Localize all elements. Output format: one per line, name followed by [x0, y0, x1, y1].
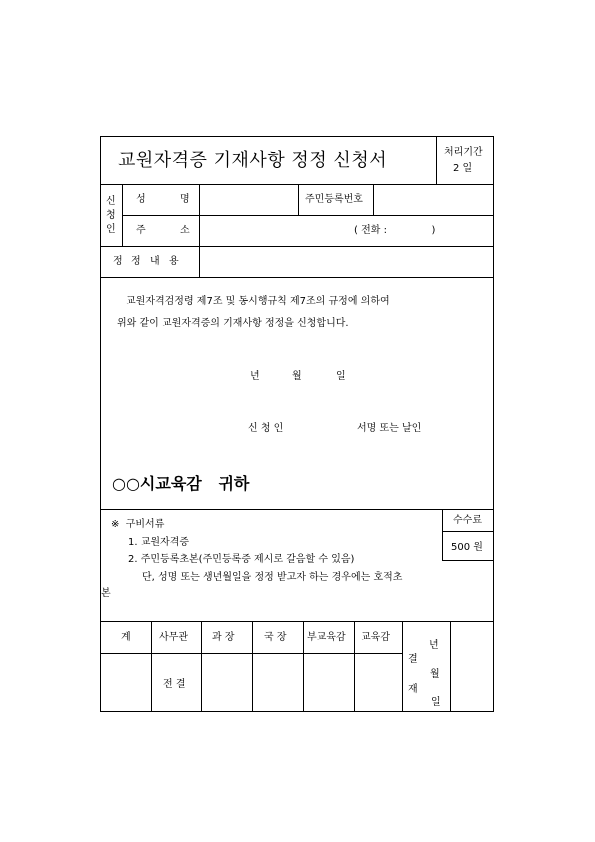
name-field[interactable] [200, 185, 297, 215]
approval-col-7 [450, 621, 451, 712]
processing-period-label: 처리기간 [444, 147, 483, 158]
correction-label-text [0, 0, 1, 1]
approval-col-5 [354, 621, 355, 712]
fee-middle-line [442, 531, 494, 532]
id-label-left-line [298, 184, 299, 215]
date-year-label: 년 [250, 371, 260, 382]
approval-col-2 [201, 621, 202, 712]
approval-col-6 [402, 621, 403, 712]
applicant-group-divider [122, 184, 123, 246]
applicant-section-char-3: 인 [106, 224, 116, 235]
applicant-section-char-2: 청 [106, 210, 116, 221]
date-col-year: 년 [429, 640, 439, 651]
address-field[interactable] [200, 216, 350, 246]
fee-label: 수수료 [453, 515, 482, 526]
fee-value: 500 원 [451, 542, 483, 553]
attachment-item-1: 1. 교원자격증 [128, 537, 190, 548]
id-number-field[interactable] [374, 185, 493, 215]
attachments-heading: ※ 구비서류 [111, 519, 165, 530]
signature-instruction: 서명 또는 날인 [357, 423, 422, 434]
recipient-line: ○○시교육감 귀하 [112, 474, 250, 493]
attachments-bottom-line [100, 621, 494, 622]
correction-field[interactable] [200, 247, 493, 277]
title-divider [436, 136, 437, 184]
jeongyeol-label: 전 결 [163, 679, 186, 690]
statement-line-2: 위와 같이 교원자격증의 기재사항 정정을 신청합니다. [117, 318, 349, 329]
approval-col-3 [252, 621, 253, 712]
date-col-gyeol: 결 [408, 654, 418, 665]
statement-line-1: 교원자격검정령 제7조 및 동시행규칙 제7조의 규정에 의하여 [126, 296, 390, 307]
approval-col-1 [151, 621, 152, 712]
date-month-label: 월 [292, 371, 302, 382]
phone-field-label[interactable]: ( 전화 : ) [354, 225, 436, 236]
applicant-section-char-1: 신 [106, 196, 116, 207]
fee-bottom-line [442, 560, 494, 561]
body-bottom-line [100, 509, 494, 510]
form-title: 교원자격증 기재사항 정정 신청서 [118, 150, 388, 171]
date-col-month: 월 [430, 669, 440, 680]
approval-header-line [100, 653, 402, 654]
date-col-day: 일 [431, 697, 441, 708]
approval-col-4 [303, 621, 304, 712]
date-day-label: 일 [336, 371, 346, 382]
id-number-label: 주민등록번호 [305, 194, 363, 205]
date-col-jae: 재 [408, 684, 418, 695]
attachment-item-2-note-cont: 본 [101, 588, 111, 599]
approval-header-samugwan: 사무관 [159, 632, 188, 643]
approval-header-gukjang: 국 장 [264, 632, 287, 643]
correction-bottom-line [100, 277, 494, 278]
approval-header-gwajang: 과 장 [212, 632, 235, 643]
approval-header-superintendent: 교육감 [361, 632, 390, 643]
attachment-item-2: 2. 주민등록초본(주민등록증 제시로 갈음할 수 있음) [128, 554, 355, 565]
applicant-signature-label: 신 청 인 [248, 423, 284, 434]
fee-box-divider [442, 509, 443, 560]
processing-period-value: 2 일 [453, 163, 473, 174]
approval-header-gye: 계 [121, 632, 131, 643]
attachment-item-2-note: 단, 성명 또는 생년월일을 정정 받고자 하는 경우에는 호적초 [142, 572, 403, 583]
approval-header-vice-superintendent: 부교육감 [307, 632, 346, 643]
